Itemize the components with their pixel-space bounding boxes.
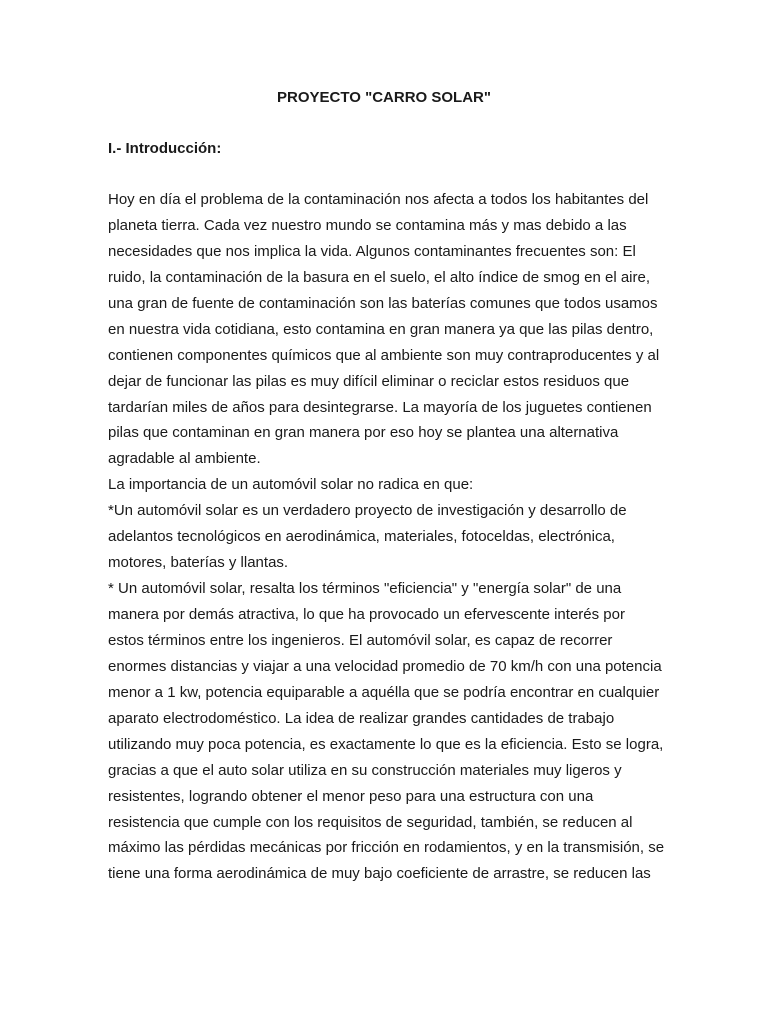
- text-line: enormes distancias y viajar a una velocidad promedio de 70 km/h con una potencia: [108, 657, 662, 675]
- body-text: [108, 187, 668, 887]
- document-title: PROYECTO "CARRO SOLAR": [277, 89, 491, 106]
- text-line: resistencia que cumple con los requisitos de seguridad, también, se reducen al: [108, 813, 633, 831]
- text-line: pilas que contaminan en gran manera por eso hoy se plantea una alternativa: [108, 424, 619, 442]
- text-line: dejar de funcionar las pilas es muy difícil eliminar o reciclar estos residuos que: [108, 372, 630, 390]
- text-line: máximo las pérdidas mecánicas por fricción en rodamientos, y en la transmisión, se: [108, 839, 665, 857]
- text-line: necesidades que nos implica la vida. Algunos contaminantes frecuentes son: El: [108, 242, 636, 260]
- text-line: agradable al ambiente.: [108, 450, 261, 468]
- text-line: menor a 1 kw, potencia equiparable a aquélla que se podría encontrar en cualquier: [108, 683, 660, 701]
- text-line: Hoy en día el problema de la contaminación nos afecta a todos los habitantes del: [108, 191, 649, 208]
- text-line: La importancia de un automóvil solar no radica en que:: [108, 476, 474, 494]
- section-heading: I.- Introducción:: [108, 140, 222, 157]
- text-line: contienen componentes químicos que al ambiente son muy contraproducentes y al: [108, 346, 660, 364]
- text-line: tardarían miles de años para desintegrarse. La mayoría de los juguetes contienen: [108, 398, 652, 416]
- text-line: una gran de fuente de contaminación son las baterías comunes que todos usamos: [108, 294, 658, 312]
- text-line: planeta tierra. Cada vez nuestro mundo se contamina más y mas debido a las: [108, 216, 627, 234]
- text-line: * Un automóvil solar, resalta los términos "eficiencia" y "energía solar" de una: [108, 580, 622, 598]
- text-line: manera por demás atractiva, lo que ha provocado un efervescente interés por: [108, 606, 625, 623]
- text-line: motores, baterías y llantas.: [108, 554, 289, 572]
- text-line: resistentes, logrando obtener el menor peso para una estructura con una: [108, 787, 594, 805]
- text-line: utilizando muy poca potencia, es exactamente lo que es la eficiencia. Esto se logra,: [108, 735, 664, 753]
- text-line: ruido, la contaminación de la basura en el suelo, el alto índice de smog en el aire,: [108, 268, 650, 286]
- text-line: *Un automóvil solar es un verdadero proyecto de investigación y desarrollo de: [108, 502, 627, 520]
- text-line: tiene una forma aerodinámica de muy bajo coeficiente de arrastre, se reducen las: [108, 865, 651, 883]
- text-line: estos términos entre los ingenieros. El automóvil solar, es capaz de recorrer: [108, 631, 613, 649]
- text-line: aparato electrodoméstico. La idea de realizar grandes cantidades de trabajo: [108, 709, 615, 727]
- text-line: adelantos tecnológicos en aerodinámica, materiales, fotoceldas, electrónica,: [108, 528, 615, 546]
- text-line: gracias a que el auto solar utiliza en su construcción materiales muy ligeros y: [108, 761, 622, 779]
- text-line: en nuestra vida cotidiana, esto contamina en gran manera ya que las pilas dentro,: [108, 320, 654, 338]
